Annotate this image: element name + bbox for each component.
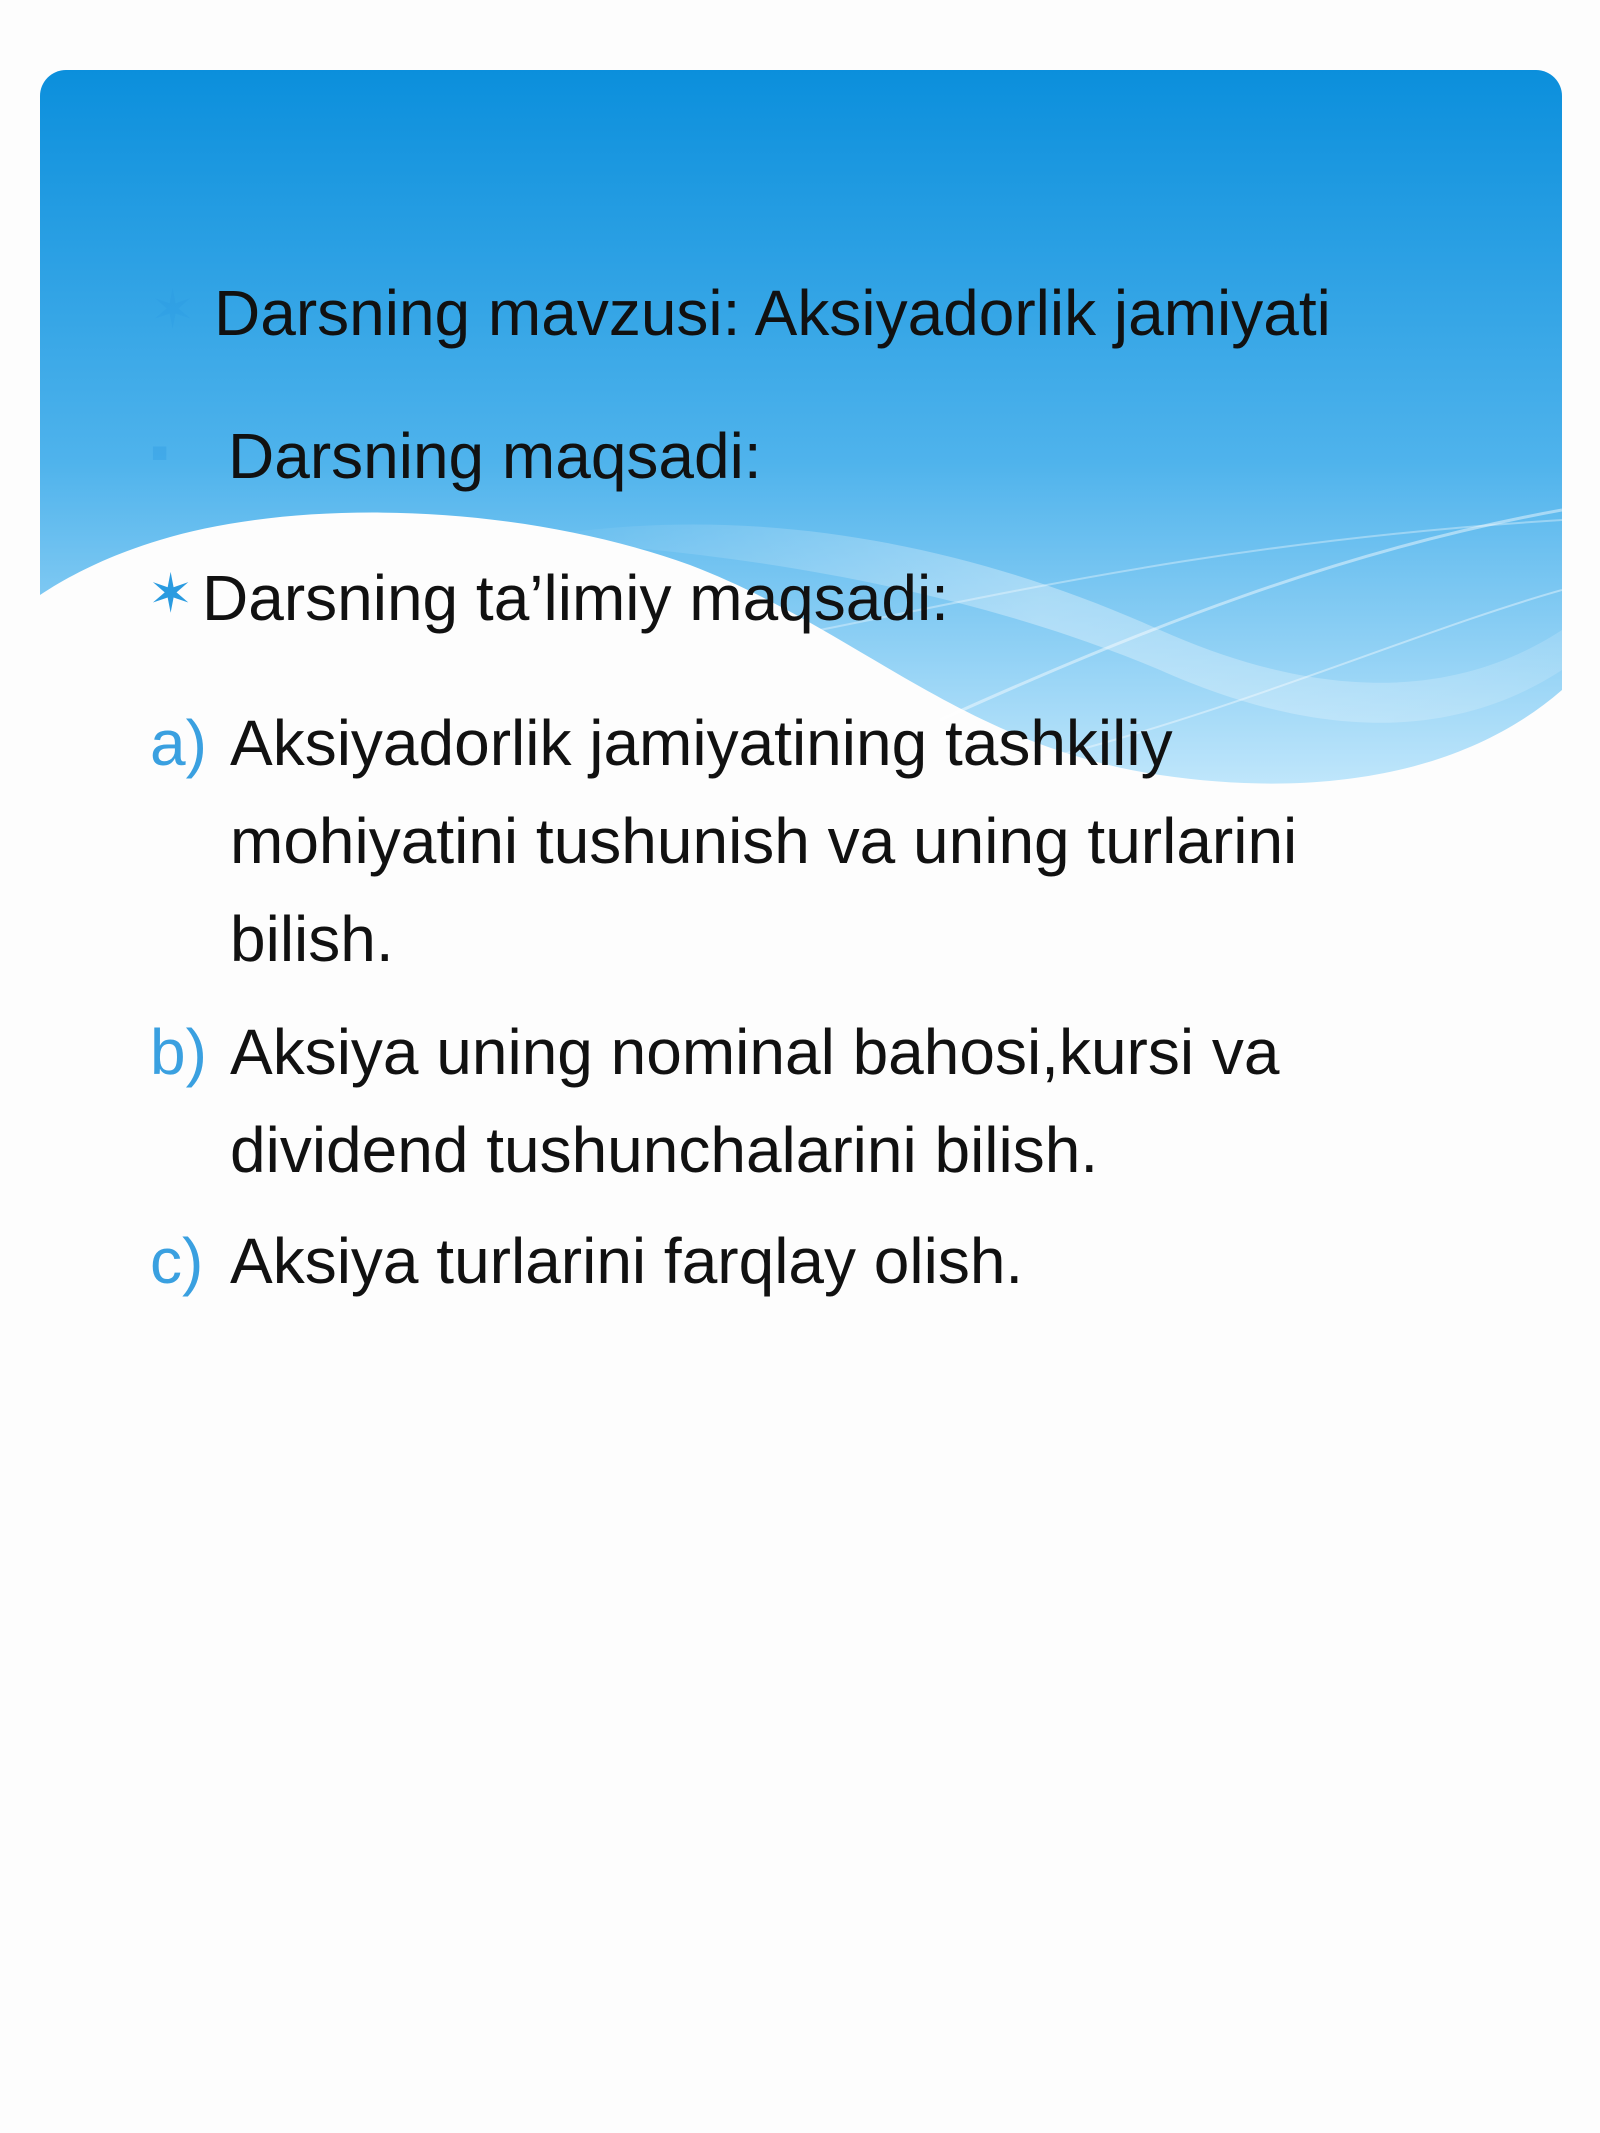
list-marker: c) bbox=[150, 1225, 204, 1297]
list-item-text: Aksiya turlarini farqlay olish. bbox=[230, 1225, 1024, 1297]
star-bullet-icon: ✶ bbox=[148, 564, 194, 624]
list-item-text: Aksiyadorlik jamiyatining tashkiliy mohiyatini tushunish va uning turlarini bilish. bbox=[230, 707, 1298, 975]
list-item bbox=[150, 1212, 1470, 1312]
list-item bbox=[150, 1003, 1470, 1203]
goal-line: Darsning maqsadi: bbox=[228, 420, 762, 492]
list-item-text: Aksiya uning nominal bahosi,kursi va dividend tushunchalarini bilish. bbox=[230, 1016, 1280, 1186]
educational-goal-line: Darsning ta’limiy maqsadi: bbox=[202, 562, 949, 634]
list-marker: b) bbox=[150, 1016, 207, 1088]
list-marker: a) bbox=[150, 707, 207, 779]
list-item bbox=[150, 694, 1470, 994]
topic-line: Darsning mavzusi: Aksiyadorlik jamiyati bbox=[214, 277, 1331, 349]
faint-bullet-icon: ▪ bbox=[150, 422, 170, 482]
faint-bullet-icon: ✶ bbox=[150, 280, 196, 340]
